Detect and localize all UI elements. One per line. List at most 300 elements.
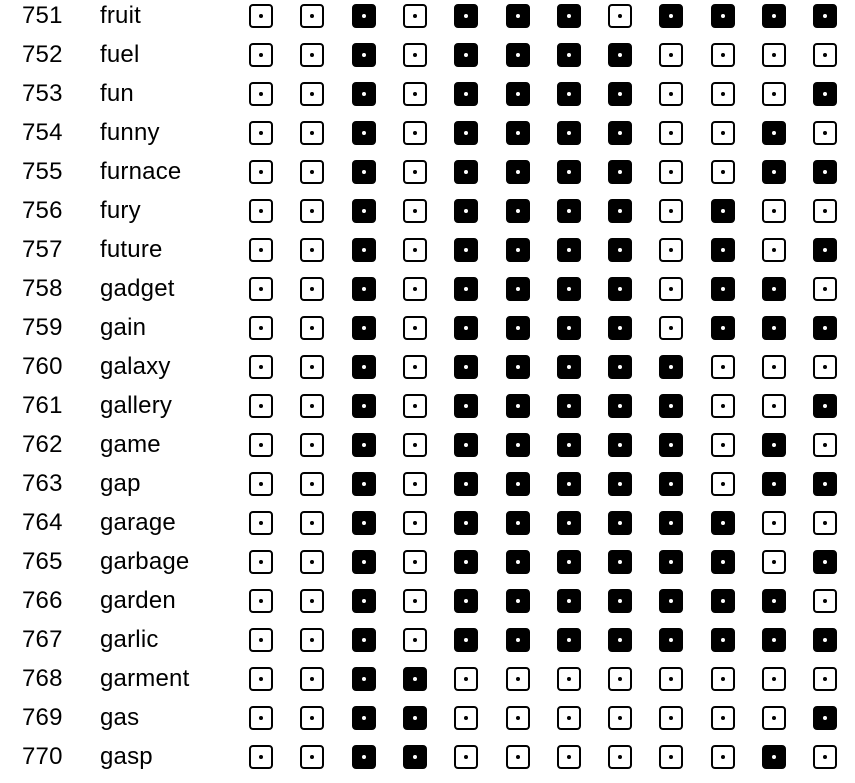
row-word: garlic (100, 626, 159, 653)
bit-dot-icon (772, 92, 776, 96)
bit-empty-icon (711, 706, 735, 730)
row-index: 760 (22, 353, 63, 380)
bit-empty-icon (608, 4, 632, 28)
bit-dot-icon (618, 404, 622, 408)
bit-filled-icon (557, 511, 581, 535)
bit-dot-icon (516, 638, 520, 642)
bit-filled-icon (813, 238, 837, 262)
bit-empty-icon (608, 745, 632, 769)
bit-dot-icon (413, 248, 417, 252)
bit-filled-icon (813, 706, 837, 730)
table-row (0, 741, 855, 780)
bit-empty-icon (403, 199, 427, 223)
bit-filled-icon (608, 316, 632, 340)
bit-empty-icon (813, 589, 837, 613)
bit-filled-icon (762, 4, 786, 28)
bit-filled-icon (762, 160, 786, 184)
bit-dot-icon (464, 131, 468, 135)
bit-filled-icon (813, 550, 837, 574)
bit-empty-icon (813, 199, 837, 223)
bit-empty-icon (249, 316, 273, 340)
bit-dot-icon (362, 755, 366, 759)
bit-dot-icon (567, 404, 571, 408)
bit-dot-icon (259, 482, 263, 486)
bit-dot-icon (516, 14, 520, 18)
bit-empty-icon (300, 355, 324, 379)
bit-dot-icon (516, 716, 520, 720)
bit-filled-icon (659, 355, 683, 379)
bit-filled-icon (659, 433, 683, 457)
bit-dot-icon (618, 443, 622, 447)
bit-filled-icon (352, 589, 376, 613)
bit-dot-icon (669, 404, 673, 408)
bit-dot-icon (669, 716, 673, 720)
row-word: gas (100, 704, 140, 731)
bit-dot-icon (259, 599, 263, 603)
bit-dot-icon (772, 287, 776, 291)
bit-dot-icon (567, 209, 571, 213)
bit-empty-icon (249, 199, 273, 223)
bit-dot-icon (464, 365, 468, 369)
bit-filled-icon (813, 82, 837, 106)
bit-dot-icon (721, 443, 725, 447)
bit-empty-icon (403, 472, 427, 496)
bit-dot-icon (567, 599, 571, 603)
bit-empty-icon (711, 433, 735, 457)
row-word: fuel (100, 41, 140, 68)
bit-filled-icon (454, 589, 478, 613)
bit-dot-icon (669, 638, 673, 642)
bit-filled-icon (608, 589, 632, 613)
bit-dot-icon (618, 755, 622, 759)
bit-filled-icon (352, 745, 376, 769)
bit-empty-icon (300, 43, 324, 67)
bit-dot-icon (362, 131, 366, 135)
bit-filled-icon (352, 550, 376, 574)
bit-dot-icon (567, 677, 571, 681)
bit-dot-icon (464, 755, 468, 759)
bit-empty-icon (249, 550, 273, 574)
bit-filled-icon (352, 82, 376, 106)
bit-dot-icon (413, 53, 417, 57)
bit-dot-icon (618, 14, 622, 18)
row-word: gadget (100, 275, 175, 302)
bit-dot-icon (413, 131, 417, 135)
bit-dot-icon (721, 677, 725, 681)
bit-filled-icon (506, 394, 530, 418)
bit-dot-icon (362, 443, 366, 447)
bit-dot-icon (413, 638, 417, 642)
bit-dot-icon (413, 170, 417, 174)
bit-empty-icon (659, 82, 683, 106)
bit-empty-icon (813, 355, 837, 379)
bit-filled-icon (454, 433, 478, 457)
bit-filled-icon (711, 511, 735, 535)
bit-dot-icon (310, 170, 314, 174)
bit-dot-icon (772, 209, 776, 213)
row-index: 753 (22, 80, 63, 107)
bit-dot-icon (721, 365, 725, 369)
row-index: 758 (22, 275, 63, 302)
bit-dot-icon (259, 638, 263, 642)
table-row (0, 195, 855, 234)
bit-filled-icon (762, 589, 786, 613)
bit-filled-icon (762, 433, 786, 457)
bit-filled-icon (659, 511, 683, 535)
bit-filled-icon (352, 433, 376, 457)
bit-empty-icon (300, 745, 324, 769)
bit-empty-icon (762, 706, 786, 730)
bit-dot-icon (567, 326, 571, 330)
bit-filled-icon (506, 277, 530, 301)
bit-dot-icon (516, 92, 520, 96)
bit-filled-icon (557, 433, 581, 457)
bit-dot-icon (362, 677, 366, 681)
bit-empty-icon (403, 238, 427, 262)
bit-dot-icon (721, 14, 725, 18)
bit-dot-icon (823, 248, 827, 252)
row-index: 770 (22, 743, 63, 770)
bit-dot-icon (823, 560, 827, 564)
bit-empty-icon (762, 511, 786, 535)
bit-dot-icon (823, 443, 827, 447)
bit-dot-icon (669, 170, 673, 174)
bit-filled-icon (352, 394, 376, 418)
bit-dot-icon (823, 638, 827, 642)
bit-filled-icon (454, 82, 478, 106)
bit-filled-icon (762, 745, 786, 769)
bit-empty-icon (403, 433, 427, 457)
row-word: fruit (100, 2, 142, 29)
table-row (0, 312, 855, 351)
bit-empty-icon (711, 160, 735, 184)
table-row (0, 390, 855, 429)
bit-filled-icon (711, 550, 735, 574)
bit-filled-icon (352, 238, 376, 262)
bit-dot-icon (823, 170, 827, 174)
bit-dot-icon (567, 521, 571, 525)
bit-dot-icon (618, 677, 622, 681)
bit-dot-icon (413, 716, 417, 720)
bit-dot-icon (464, 14, 468, 18)
bit-filled-icon (352, 160, 376, 184)
bit-filled-icon (557, 277, 581, 301)
bit-empty-icon (300, 199, 324, 223)
bit-dot-icon (721, 53, 725, 57)
bit-filled-icon (659, 4, 683, 28)
row-index: 754 (22, 119, 63, 146)
bit-filled-icon (608, 160, 632, 184)
row-word: garbage (100, 548, 190, 575)
bit-dot-icon (259, 560, 263, 564)
table-row (0, 507, 855, 546)
bit-dot-icon (772, 755, 776, 759)
bit-filled-icon (659, 628, 683, 652)
bit-filled-icon (557, 121, 581, 145)
bit-dot-icon (721, 209, 725, 213)
bit-filled-icon (659, 589, 683, 613)
bit-empty-icon (813, 667, 837, 691)
bit-dot-icon (516, 365, 520, 369)
bit-dot-icon (362, 716, 366, 720)
bit-filled-icon (506, 4, 530, 28)
bit-filled-icon (506, 472, 530, 496)
bit-empty-icon (711, 394, 735, 418)
bit-dot-icon (516, 443, 520, 447)
bit-dot-icon (413, 365, 417, 369)
row-word: garden (100, 587, 176, 614)
bit-filled-icon (557, 628, 581, 652)
bit-dot-icon (669, 560, 673, 564)
bit-empty-icon (557, 667, 581, 691)
bit-dot-icon (567, 482, 571, 486)
bit-empty-icon (300, 472, 324, 496)
table-row (0, 585, 855, 624)
bit-dot-icon (362, 482, 366, 486)
bit-empty-icon (249, 121, 273, 145)
bit-filled-icon (454, 238, 478, 262)
bit-filled-icon (454, 316, 478, 340)
bit-dot-icon (618, 482, 622, 486)
bit-filled-icon (813, 472, 837, 496)
bit-dot-icon (618, 560, 622, 564)
bit-dot-icon (516, 131, 520, 135)
bit-empty-icon (762, 43, 786, 67)
bit-dot-icon (669, 677, 673, 681)
bit-dot-icon (362, 521, 366, 525)
bit-empty-icon (813, 433, 837, 457)
bit-empty-icon (249, 277, 273, 301)
row-index: 769 (22, 704, 63, 731)
row-word: gallery (100, 392, 173, 419)
bit-filled-icon (608, 472, 632, 496)
bit-dot-icon (464, 716, 468, 720)
bit-dot-icon (823, 755, 827, 759)
bit-dot-icon (516, 53, 520, 57)
bit-dot-icon (259, 14, 263, 18)
bit-dot-icon (464, 443, 468, 447)
bit-empty-icon (403, 550, 427, 574)
bit-dot-icon (772, 443, 776, 447)
bit-dot-icon (567, 638, 571, 642)
bit-dot-icon (823, 326, 827, 330)
bit-filled-icon (403, 706, 427, 730)
bit-empty-icon (249, 43, 273, 67)
row-word: fury (100, 197, 141, 224)
bit-dot-icon (413, 677, 417, 681)
table-row (0, 117, 855, 156)
bit-dot-icon (516, 482, 520, 486)
row-word: furnace (100, 158, 182, 185)
bit-empty-icon (403, 589, 427, 613)
bit-dot-icon (772, 638, 776, 642)
bit-empty-icon (300, 277, 324, 301)
row-index: 755 (22, 158, 63, 185)
bit-dot-icon (772, 599, 776, 603)
bit-empty-icon (608, 667, 632, 691)
row-index: 751 (22, 2, 63, 29)
row-index: 759 (22, 314, 63, 341)
bit-dot-icon (618, 716, 622, 720)
bit-filled-icon (608, 394, 632, 418)
bit-dot-icon (413, 521, 417, 525)
bit-filled-icon (608, 82, 632, 106)
bit-dot-icon (618, 53, 622, 57)
bit-dot-icon (618, 365, 622, 369)
table-row (0, 156, 855, 195)
bit-dot-icon (567, 92, 571, 96)
bit-dot-icon (310, 482, 314, 486)
bit-dot-icon (413, 443, 417, 447)
bit-dot-icon (772, 677, 776, 681)
bit-dot-icon (567, 560, 571, 564)
bit-empty-icon (762, 355, 786, 379)
bit-filled-icon (454, 121, 478, 145)
bit-empty-icon (711, 745, 735, 769)
bit-dot-icon (259, 404, 263, 408)
bit-dot-icon (259, 677, 263, 681)
bit-dot-icon (772, 365, 776, 369)
bit-dot-icon (413, 14, 417, 18)
bit-empty-icon (659, 667, 683, 691)
bit-filled-icon (557, 589, 581, 613)
bit-dot-icon (516, 287, 520, 291)
bit-dot-icon (772, 170, 776, 174)
bit-empty-icon (249, 433, 273, 457)
row-index: 764 (22, 509, 63, 536)
row-index: 766 (22, 587, 63, 614)
bit-empty-icon (249, 355, 273, 379)
bit-dot-icon (464, 560, 468, 564)
bit-filled-icon (352, 199, 376, 223)
bit-dot-icon (362, 14, 366, 18)
bit-filled-icon (506, 160, 530, 184)
bit-filled-icon (454, 199, 478, 223)
bit-dot-icon (310, 716, 314, 720)
bit-empty-icon (762, 199, 786, 223)
bit-dot-icon (464, 170, 468, 174)
bit-empty-icon (403, 43, 427, 67)
table-row (0, 273, 855, 312)
bit-dot-icon (259, 248, 263, 252)
bit-dot-icon (259, 209, 263, 213)
bit-empty-icon (300, 511, 324, 535)
bit-dot-icon (721, 170, 725, 174)
bit-dot-icon (772, 716, 776, 720)
bit-dot-icon (669, 443, 673, 447)
bit-dot-icon (772, 560, 776, 564)
bit-empty-icon (813, 745, 837, 769)
bit-empty-icon (249, 238, 273, 262)
bit-dot-icon (362, 560, 366, 564)
bit-empty-icon (249, 82, 273, 106)
bit-filled-icon (608, 43, 632, 67)
bit-dot-icon (823, 14, 827, 18)
bit-dot-icon (567, 755, 571, 759)
bit-dot-icon (823, 92, 827, 96)
row-word: gap (100, 470, 141, 497)
bit-empty-icon (813, 277, 837, 301)
bit-filled-icon (711, 238, 735, 262)
bit-dot-icon (721, 326, 725, 330)
bit-dot-icon (721, 716, 725, 720)
bit-dot-icon (310, 326, 314, 330)
bit-empty-icon (300, 4, 324, 28)
bit-filled-icon (608, 121, 632, 145)
bit-dot-icon (362, 287, 366, 291)
bit-empty-icon (249, 472, 273, 496)
bit-dot-icon (259, 170, 263, 174)
bit-filled-icon (711, 277, 735, 301)
bit-empty-icon (249, 160, 273, 184)
row-word: gasp (100, 743, 153, 770)
bit-filled-icon (506, 121, 530, 145)
bit-dot-icon (362, 365, 366, 369)
bit-dot-icon (823, 716, 827, 720)
bit-filled-icon (352, 667, 376, 691)
bit-dot-icon (669, 326, 673, 330)
bit-filled-icon (762, 472, 786, 496)
bit-empty-icon (659, 706, 683, 730)
bit-dot-icon (772, 521, 776, 525)
bit-empty-icon (762, 238, 786, 262)
bit-dot-icon (618, 248, 622, 252)
bit-filled-icon (454, 355, 478, 379)
table-row (0, 78, 855, 117)
bit-filled-icon (813, 316, 837, 340)
bit-filled-icon (506, 433, 530, 457)
table-row (0, 429, 855, 468)
bit-dot-icon (772, 53, 776, 57)
bit-empty-icon (403, 82, 427, 106)
bit-dot-icon (823, 209, 827, 213)
bit-filled-icon (557, 82, 581, 106)
bit-filled-icon (762, 316, 786, 340)
bit-filled-icon (711, 316, 735, 340)
bit-empty-icon (711, 472, 735, 496)
bit-filled-icon (608, 277, 632, 301)
bit-filled-icon (454, 43, 478, 67)
bit-dot-icon (259, 287, 263, 291)
bit-filled-icon (454, 628, 478, 652)
bit-dot-icon (310, 599, 314, 603)
bit-filled-icon (506, 82, 530, 106)
bit-empty-icon (506, 706, 530, 730)
bit-filled-icon (352, 511, 376, 535)
bit-filled-icon (506, 550, 530, 574)
table-row (0, 624, 855, 663)
bit-empty-icon (300, 628, 324, 652)
bit-dot-icon (259, 443, 263, 447)
bit-filled-icon (659, 472, 683, 496)
bit-dot-icon (567, 716, 571, 720)
bit-dot-icon (721, 638, 725, 642)
bit-filled-icon (813, 628, 837, 652)
bit-filled-icon (557, 355, 581, 379)
bit-dot-icon (669, 365, 673, 369)
bit-dot-icon (516, 170, 520, 174)
bit-empty-icon (300, 433, 324, 457)
bit-filled-icon (352, 628, 376, 652)
bit-empty-icon (403, 511, 427, 535)
bit-dot-icon (362, 92, 366, 96)
bit-dot-icon (259, 716, 263, 720)
bit-dot-icon (772, 482, 776, 486)
row-index: 767 (22, 626, 63, 653)
bit-filled-icon (557, 160, 581, 184)
bit-dot-icon (413, 482, 417, 486)
bit-empty-icon (659, 121, 683, 145)
